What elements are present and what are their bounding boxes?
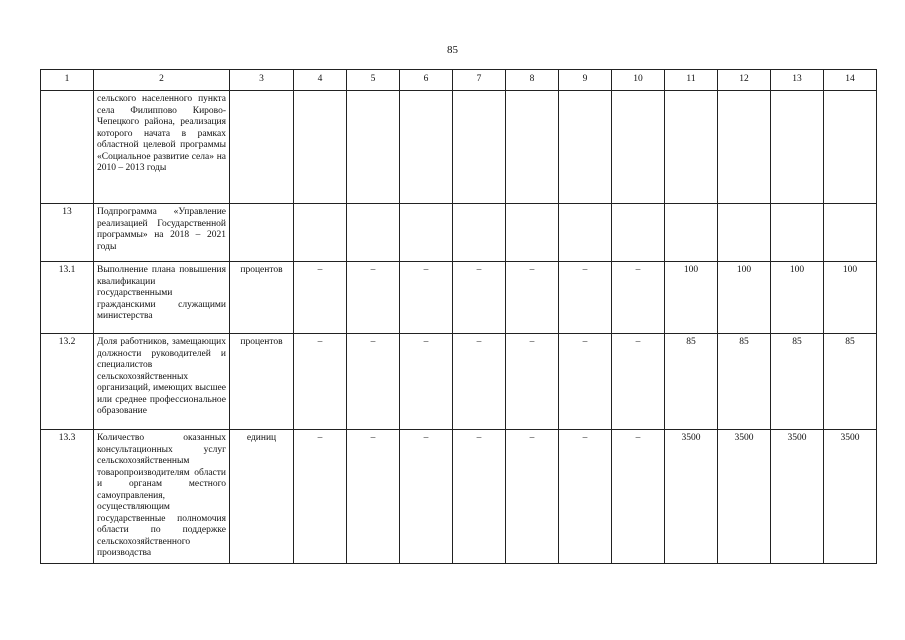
value-cell: 85 bbox=[824, 334, 877, 430]
value-cell: – bbox=[506, 262, 559, 334]
value-cell: 85 bbox=[665, 334, 718, 430]
indicators-table bbox=[40, 69, 877, 564]
row-unit bbox=[230, 204, 294, 262]
row-number: 13.1 bbox=[41, 262, 94, 334]
value-cell: 3500 bbox=[665, 430, 718, 564]
table-row bbox=[41, 262, 877, 334]
value-cell bbox=[347, 204, 400, 262]
value-cell: – bbox=[612, 262, 665, 334]
value-cell: 100 bbox=[665, 262, 718, 334]
value-cell bbox=[612, 91, 665, 204]
value-cell bbox=[559, 204, 612, 262]
value-cell: – bbox=[294, 334, 347, 430]
value-cell: – bbox=[400, 430, 453, 564]
value-cell: 85 bbox=[718, 334, 771, 430]
value-cell bbox=[453, 91, 506, 204]
column-header: 6 bbox=[400, 70, 453, 91]
row-unit: процентов bbox=[230, 262, 294, 334]
value-cell bbox=[771, 204, 824, 262]
value-cell: – bbox=[506, 334, 559, 430]
value-cell bbox=[294, 204, 347, 262]
column-header: 3 bbox=[230, 70, 294, 91]
value-cell: – bbox=[612, 334, 665, 430]
value-cell bbox=[771, 91, 824, 204]
value-cell: – bbox=[559, 262, 612, 334]
value-cell: – bbox=[294, 262, 347, 334]
row-unit bbox=[230, 91, 294, 204]
row-number bbox=[41, 91, 94, 204]
column-header: 5 bbox=[347, 70, 400, 91]
value-cell: – bbox=[294, 430, 347, 564]
value-cell: – bbox=[453, 334, 506, 430]
value-cell: – bbox=[559, 334, 612, 430]
value-cell: – bbox=[400, 334, 453, 430]
row-unit: процентов bbox=[230, 334, 294, 430]
table-row bbox=[41, 430, 877, 564]
row-description: Выполнение плана повышения квалификации государственными гражданскими служащими министерства bbox=[94, 262, 230, 334]
value-cell: – bbox=[453, 430, 506, 564]
value-cell bbox=[665, 91, 718, 204]
row-unit: единиц bbox=[230, 430, 294, 564]
value-cell: 3500 bbox=[771, 430, 824, 564]
row-description: Количество оказанных консультационных услуг сельскохозяйственным товаропроизводителям области и органам местного самоуправления, осуществляющим государственные полномочия области по поддержке сельскохозяйственного производства bbox=[94, 430, 230, 564]
column-header: 12 bbox=[718, 70, 771, 91]
column-header: 10 bbox=[612, 70, 665, 91]
row-description: сельского населенного пункта села Филиппово Кирово-Чепецкого района, реализация которого начата в рамках областной целевой программы «Социальное развитие села» на 2010 – 2013 годы bbox=[94, 91, 230, 204]
value-cell: 3500 bbox=[718, 430, 771, 564]
column-header: 7 bbox=[453, 70, 506, 91]
value-cell bbox=[718, 91, 771, 204]
value-cell: 100 bbox=[771, 262, 824, 334]
row-number: 13 bbox=[41, 204, 94, 262]
value-cell bbox=[506, 91, 559, 204]
page-number: 85 bbox=[447, 44, 458, 56]
value-cell bbox=[824, 91, 877, 204]
column-header: 14 bbox=[824, 70, 877, 91]
value-cell bbox=[612, 204, 665, 262]
column-header: 11 bbox=[665, 70, 718, 91]
value-cell: 3500 bbox=[824, 430, 877, 564]
value-cell: – bbox=[612, 430, 665, 564]
column-header: 4 bbox=[294, 70, 347, 91]
table-row bbox=[41, 334, 877, 430]
value-cell bbox=[347, 91, 400, 204]
column-header: 2 bbox=[94, 70, 230, 91]
header-row bbox=[41, 70, 877, 91]
row-description: Доля работников, замещающих должности руководителей и специалистов сельскохозяйственных организаций, имеющих высшее или среднее профессиональное образование bbox=[94, 334, 230, 430]
value-cell: 100 bbox=[718, 262, 771, 334]
row-description: Подпрограмма «Управление реализацией Государственной программы» на 2018 – 2021 годы bbox=[94, 204, 230, 262]
value-cell bbox=[453, 204, 506, 262]
value-cell bbox=[559, 91, 612, 204]
column-header: 8 bbox=[506, 70, 559, 91]
column-header: 1 bbox=[41, 70, 94, 91]
value-cell: – bbox=[347, 262, 400, 334]
column-header: 9 bbox=[559, 70, 612, 91]
column-header: 13 bbox=[771, 70, 824, 91]
value-cell: – bbox=[400, 262, 453, 334]
value-cell: 85 bbox=[771, 334, 824, 430]
table-row bbox=[41, 91, 877, 204]
value-cell bbox=[665, 204, 718, 262]
value-cell: – bbox=[453, 262, 506, 334]
row-number: 13.2 bbox=[41, 334, 94, 430]
value-cell bbox=[506, 204, 559, 262]
value-cell: – bbox=[506, 430, 559, 564]
value-cell: – bbox=[347, 334, 400, 430]
value-cell bbox=[718, 204, 771, 262]
row-number: 13.3 bbox=[41, 430, 94, 564]
value-cell: – bbox=[347, 430, 400, 564]
value-cell: 100 bbox=[824, 262, 877, 334]
value-cell bbox=[400, 204, 453, 262]
value-cell: – bbox=[559, 430, 612, 564]
table-row bbox=[41, 204, 877, 262]
value-cell bbox=[294, 91, 347, 204]
value-cell bbox=[400, 91, 453, 204]
value-cell bbox=[824, 204, 877, 262]
